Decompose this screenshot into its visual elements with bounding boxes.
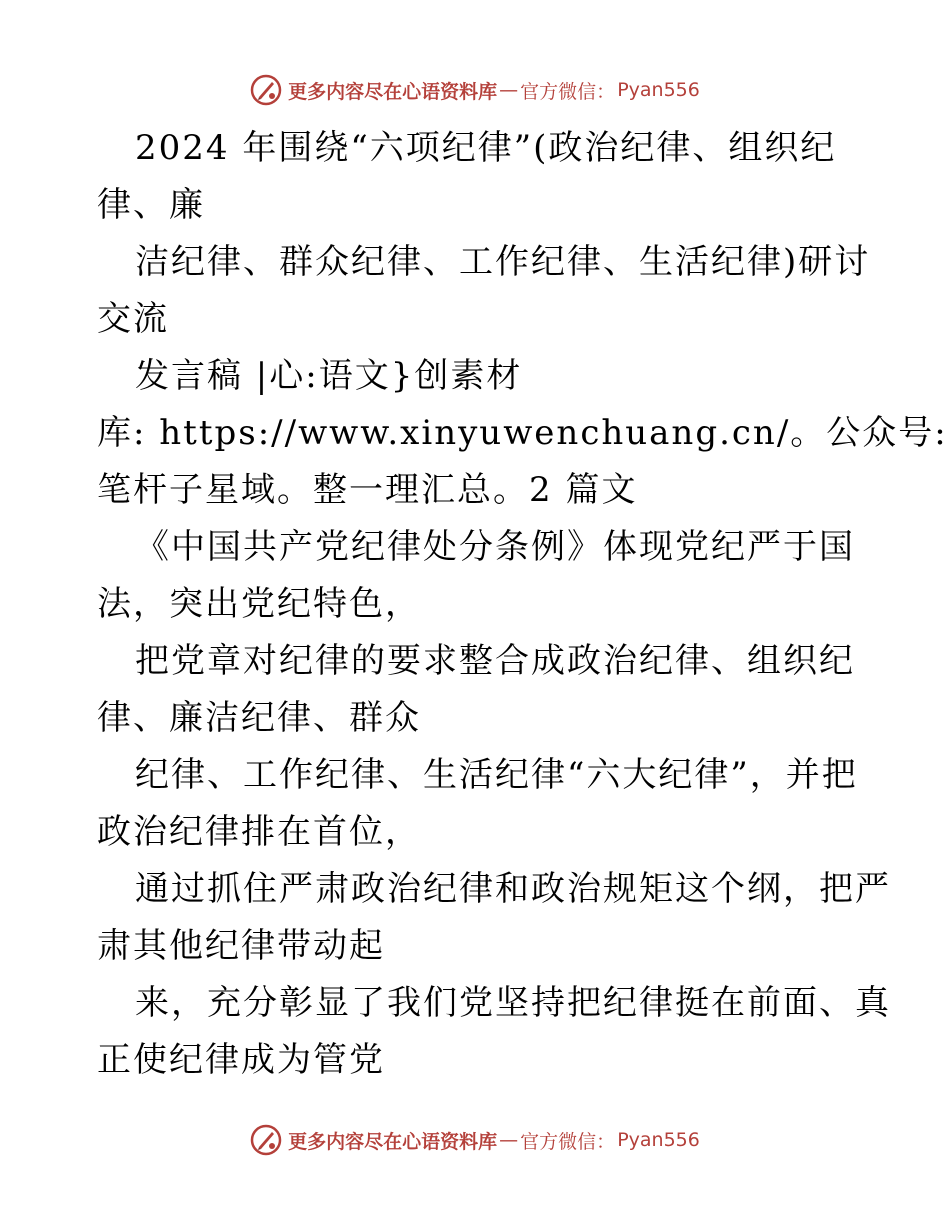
text-line: 交流 [97,299,169,339]
text-line: 把党章对纪律的要求整合成政治纪律、组织纪 [135,641,855,681]
text-line: 正使纪律成为管党 [97,1040,385,1080]
text-line: 律、廉洁纪律、群众 [97,698,421,738]
text-line: 来，充分彰显了我们党坚持把纪律挺在前面、真 [135,983,891,1023]
text-line: 纪律、工作纪律、生活纪律“六大纪律”，并把 [135,755,858,795]
wechat-id: Pyan556 [617,1129,700,1151]
text-line: 洁纪律、群众纪律、工作纪律、生活纪律)研讨 [135,242,871,282]
text-line: 通过抓住严肃政治纪律和政治规矩这个纲，把严 [135,869,891,909]
text-line: 库: https://www.xinyuwenchuang.cn/。公众号: [97,413,948,453]
text-line: 肃其他纪律带动起 [97,926,385,966]
brand-text: 更多内容尽在心语资料库 [288,80,498,103]
brand-separator: — [499,1129,519,1151]
quill-pen-icon [250,1124,282,1156]
page-header [0,72,950,108]
page-footer [0,1122,950,1158]
text-line: 2024 年围绕“六项纪律”(政治纪律、组织纪 [135,128,837,168]
quill-pen-icon [250,74,282,106]
text-line: 笔杆子星域。整一理汇总。2 篇文 [97,470,638,510]
brand-text: 更多内容尽在心语资料库 [288,1130,498,1153]
text-line: 律、廉 [97,185,205,225]
text-line: 法，突出党纪特色， [97,584,421,624]
text-line: 发言稿 |心:语文}创素材 [135,356,523,396]
wechat-label: 官方微信： [520,1130,616,1153]
brand-separator: — [499,79,519,101]
text-line: 《中国共产党纪律处分条例》体现党纪严于国 [135,527,855,567]
text-line: 政治纪律排在首位， [97,812,421,852]
wechat-id: Pyan556 [617,79,700,101]
document-body [97,120,948,1089]
wechat-label: 官方微信： [520,80,616,103]
